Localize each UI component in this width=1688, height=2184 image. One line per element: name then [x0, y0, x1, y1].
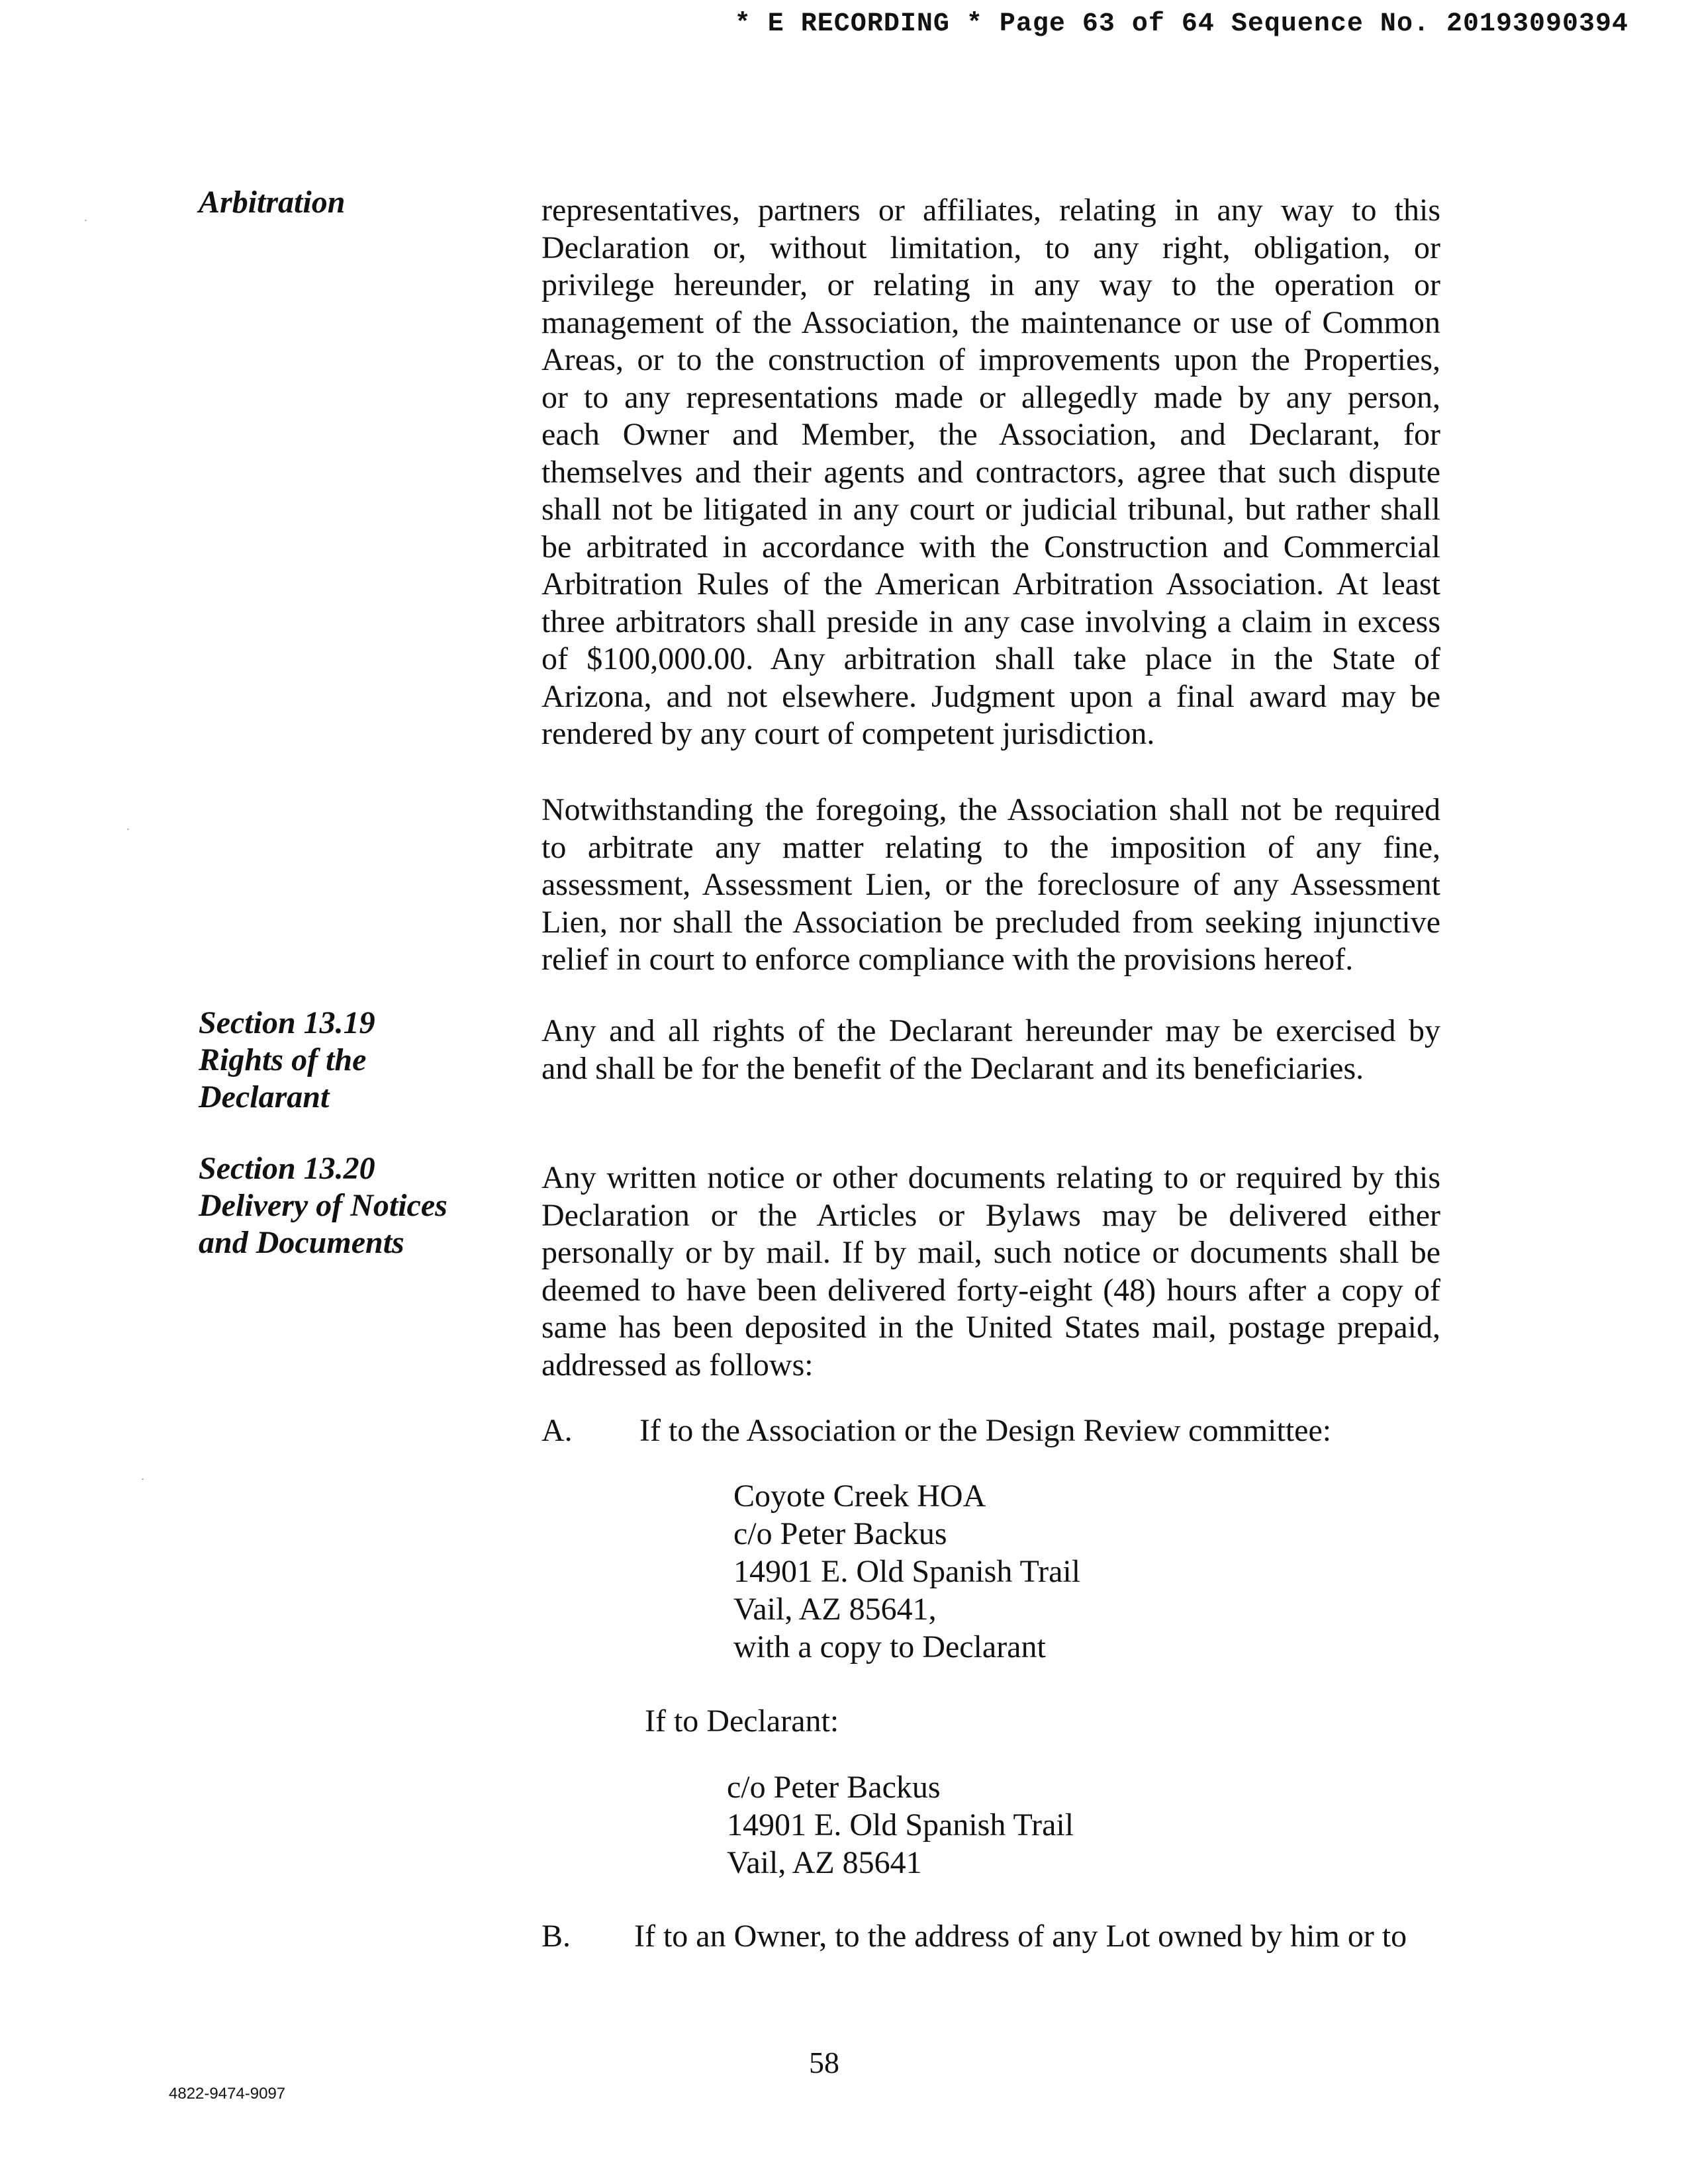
paragraph-line: be arbitrated in accordance with the Construction and Commercial — [541, 529, 1440, 565]
item-text: If to the Association or the Design Review committee: — [639, 1413, 1332, 1448]
section-13-20-heading — [199, 1150, 490, 1261]
address-line: c/o Peter Backus — [733, 1516, 947, 1551]
address-line: 14901 E. Old Spanish Trail — [733, 1554, 1081, 1589]
address-line: 14901 E. Old Spanish Trail — [727, 1807, 1074, 1843]
paragraph-line: assessment, Assessment Lien, or the foreclosure of any Assessment — [541, 867, 1440, 902]
paragraph-line: Arbitration Rules of the American Arbitration Association. At least — [541, 567, 1440, 602]
arbitration-heading — [199, 184, 490, 221]
paragraph-line: Any written notice or other documents relating to or required by this — [541, 1160, 1440, 1195]
paragraph-line: Declaration or the Articles or Bylaws may be delivered either — [541, 1197, 1440, 1233]
paragraph-line: three arbitrators shall preside in any case involving a claim in excess — [541, 604, 1440, 639]
paragraph-line: relief in court to enforce compliance with the provisions hereof. — [541, 942, 1354, 977]
address-line: with a copy to Declarant — [733, 1629, 1046, 1664]
declarant-label — [645, 1702, 839, 1740]
section-title-line: Rights of the — [199, 1042, 367, 1077]
section-number: Section 13.20 — [199, 1151, 375, 1186]
paragraph-line: to arbitrate any matter relating to the imposition of any fine, — [541, 829, 1440, 865]
paragraph-line: deemed to have been delivered forty-eight (48) hours after a copy of — [541, 1272, 1440, 1308]
paragraph-line: addressed as follows: — [541, 1347, 814, 1383]
paragraph-line: representatives, partners or affiliates, relating in any way to this — [541, 193, 1440, 228]
paragraph-line: Arizona, and not elsewhere. Judgment upon a final award may be — [541, 678, 1440, 714]
scan-speck — [142, 1479, 144, 1480]
item-letter: B. — [541, 1919, 571, 1954]
arbitration-label: Arbitration — [199, 185, 346, 220]
section-title-line: and Documents — [199, 1225, 404, 1260]
scan-speck — [85, 220, 87, 221]
section-13-19-heading — [199, 1005, 490, 1116]
section-number: Section 13.19 — [199, 1005, 375, 1040]
paragraph-line: or to any representations made or allegedly made by any person, — [541, 379, 1440, 415]
page-number: 58 — [809, 2046, 839, 2079]
delivery-paragraph — [541, 1160, 1440, 1384]
arbitration-paragraph — [541, 192, 1440, 753]
paragraph-line: Any and all rights of the Declarant hereunder may be exercised by — [541, 1013, 1440, 1048]
paragraph-line: themselves and their agents and contractors, agree that such dispute — [541, 454, 1440, 490]
address-line: c/o Peter Backus — [727, 1770, 941, 1805]
item-letter: A. — [541, 1413, 573, 1448]
paragraph-line: Notwithstanding the foregoing, the Association shall not be required — [541, 792, 1440, 827]
paragraph-line: Areas, or to the construction of improvements upon the Properties, — [541, 342, 1440, 377]
paragraph-line: and shall be for the benefit of the Declarant and its beneficiaries. — [541, 1050, 1364, 1086]
paragraph-line: Declaration or, without limitation, to any right, obligation, or — [541, 230, 1440, 265]
paragraph-line: management of the Association, the maintenance or use of Common — [541, 304, 1440, 340]
declarant-address — [727, 1768, 1074, 1882]
address-line: Coyote Creek HOA — [733, 1479, 986, 1514]
scan-speck — [127, 829, 129, 830]
paragraph-line: of $100,000.00. Any arbitration shall take place in the State of — [541, 641, 1440, 676]
declarant-label-text: If to Declarant: — [645, 1704, 839, 1739]
paragraph-line: rendered by any court of competent jurisdiction. — [541, 716, 1155, 751]
paragraph-line: personally or by mail. If by mail, such notice or documents shall be — [541, 1235, 1440, 1270]
rights-paragraph — [541, 1013, 1440, 1087]
section-title-line: Delivery of Notices — [199, 1188, 447, 1223]
document-id: 4822-9474-9097 — [169, 2085, 286, 2103]
recording-header: * E RECORDING * Page 63 of 64 Sequence No. 20193090394 — [734, 9, 1628, 39]
paragraph-line: each Owner and Member, the Association, and Declarant, for — [541, 417, 1440, 452]
item-text: If to an Owner, to the address of any Lot owned by him or to — [634, 1919, 1407, 1954]
paragraph-line: same has been deposited in the United States mail, postage prepaid, — [541, 1310, 1440, 1345]
notwithstanding-paragraph — [541, 792, 1440, 979]
paragraph-line: privilege hereunder, or relating in any way to the operation or — [541, 267, 1440, 302]
association-address — [733, 1477, 1080, 1666]
address-line: Vail, AZ 85641, — [733, 1592, 937, 1627]
section-title-line: Declarant — [199, 1079, 330, 1115]
paragraph-line: shall not be litigated in any court or judicial tribunal, but rather shall — [541, 492, 1440, 527]
paragraph-line: Lien, nor shall the Association be precluded from seeking injunctive — [541, 904, 1440, 940]
address-line: Vail, AZ 85641 — [727, 1845, 922, 1880]
